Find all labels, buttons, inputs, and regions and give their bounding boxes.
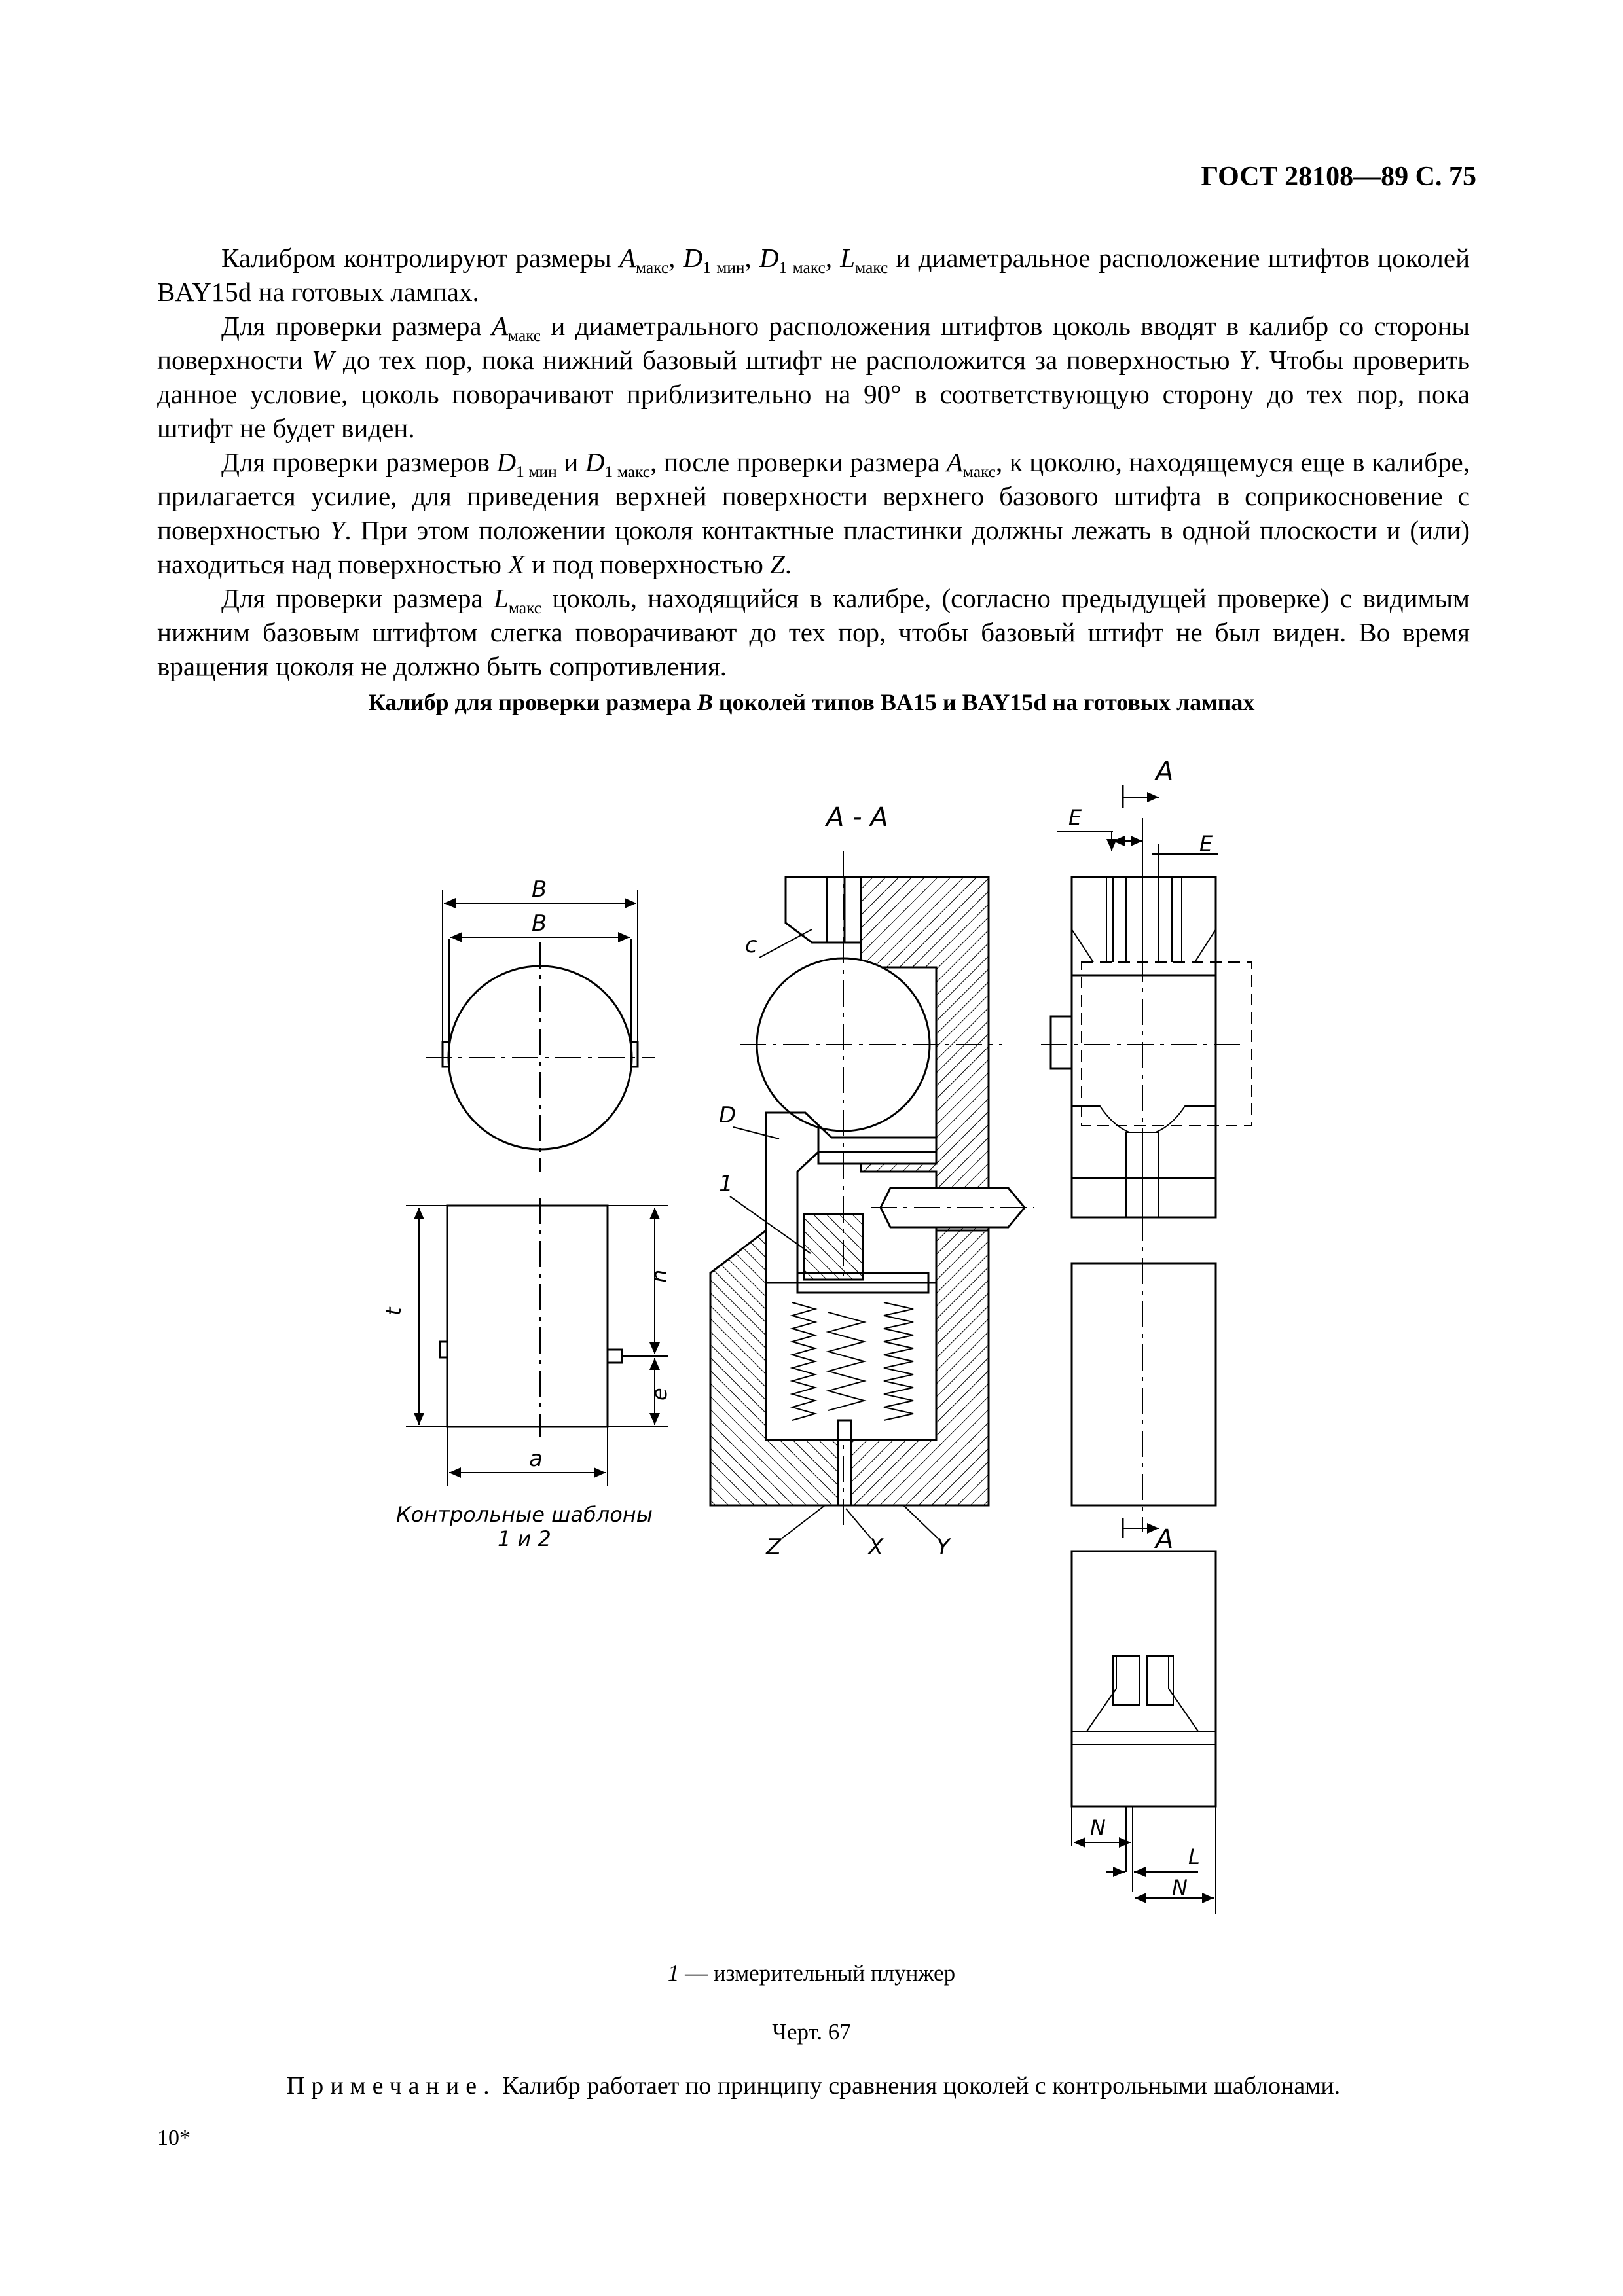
- paragraph-1: Калибром контролируют размеры $A_{макс}$, $D_{1 мин}$, $D_{1 макс}$, $L_{макс}$ и диаметральное расположение штифтов цоколей BAY15d на готовых лампах.: [157, 243, 1470, 307]
- front-view: [1041, 757, 1252, 1554]
- paragraph-4: Для проверки размера $L_{макс}$ цоколь, находящийся в калибре, (согласно предыдущей проверке) с видимым нижним базовым штифтом слегка поворачивают до тех пор, чтобы базовый штифт не был виден. Во время вращения цоколя не должно быть сопротивления.: [157, 583, 1470, 681]
- section-a-a: [710, 802, 1034, 1560]
- label-plunger-1: 1: [719, 1171, 733, 1197]
- dim-label-b-inner: B: [532, 910, 547, 937]
- page-marker: 10*: [157, 2126, 191, 2150]
- label-y: Y: [936, 1534, 950, 1560]
- label-view-a-bottom: A: [1156, 1524, 1174, 1554]
- dim-label-t: t: [381, 1307, 406, 1316]
- figure-caption: Черт. 67: [772, 2019, 851, 2045]
- control-template-side-view: [381, 1198, 672, 1551]
- dim-label-n-top: N: [1090, 1815, 1106, 1840]
- templates-label: Контрольные шаблоны: [396, 1502, 653, 1527]
- dim-label-a: a: [529, 1446, 543, 1472]
- label-x: X: [868, 1534, 884, 1560]
- dim-label-l: L: [1188, 1844, 1200, 1869]
- label-d: D: [719, 1102, 737, 1128]
- dim-label-n: n: [647, 1269, 672, 1283]
- paragraph-2: Для проверки размера $A_{макс}$ и диаметрального расположения штифтов цоколь вводят в калибр со стороны поверхности W до тех пор, пока нижний базовый штифт не расположится за поверхностью Y. Чтобы проверить данное условие, цоколь поворачивают приблизительно на 90° в соответствующую сторону до тех пор, пока штифт не будет виден.: [157, 311, 1470, 443]
- dim-label-e-right: E: [1199, 831, 1213, 856]
- dim-label-b-outer: B: [532, 876, 547, 903]
- label-view-a-top: A: [1156, 757, 1174, 787]
- paragraph-3: Для проверки размеров $D_{1 мин}$ и $D_{1 макс}$, после проверки размера $A_{макс}$, к цоколю, находящемуся еще в калибре, прилагается усилие, для приведения верхней поверхности верхнего базового штифта в соприкосновение с поверхностью Y. При этом положении цоколя контактные пластинки должны лежать в одной плоскости и (или) находиться над поверхностью X и под поверхностью Z.: [157, 447, 1470, 579]
- note: Примечание. Калибр работает по принципу сравнения цоколей с контрольными шаблонами.: [286, 2072, 1341, 2100]
- dim-label-n-bottom: N: [1172, 1875, 1188, 1900]
- label-c: c: [745, 932, 757, 958]
- view-a: [1072, 1551, 1216, 1914]
- page-header: ГОСТ 28108—89 С. 75: [1201, 162, 1476, 192]
- dim-label-e: e: [647, 1388, 672, 1401]
- control-template-top-view: [426, 876, 655, 1172]
- templates-sublabel: 1 и 2: [498, 1526, 551, 1551]
- section-label: А - А: [826, 802, 888, 833]
- dim-label-e-left: E: [1068, 805, 1082, 830]
- figure-legend: 1 — измерительный плунжер: [667, 1960, 956, 1986]
- label-z: Z: [766, 1534, 782, 1560]
- figure-title: Калибр для проверки размера B цоколей типов BA15 и BAY15d на готовых лампах: [368, 689, 1255, 715]
